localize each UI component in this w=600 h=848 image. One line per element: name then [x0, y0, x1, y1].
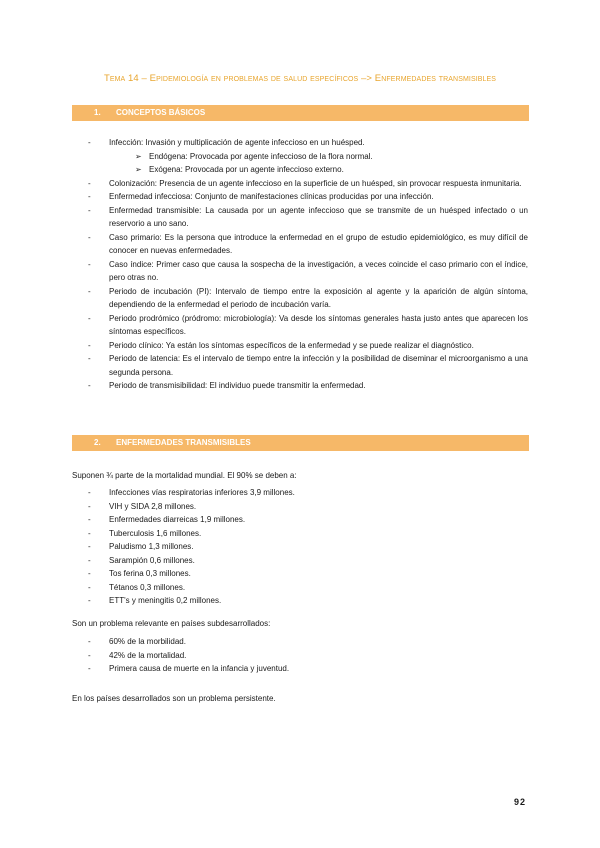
section-title: ENFERMEDADES TRANSMISIBLES [116, 438, 251, 447]
list-item: - Periodo de transmisibilidad: El individuo puede transmitir la enfermedad. [88, 381, 366, 390]
list-item: - Periodo clínico: Ya están los síntomas específicos de la enfermedad y se puede realizar el diagnóstico. [88, 340, 474, 350]
concept-infeccion: Infección: Invasión y multiplicación de agente infeccioso en un huésped. [109, 138, 365, 147]
section-title: CONCEPTOS BÁSICOS [116, 108, 206, 117]
list-item: - Periodo de latencia: Es el intervalo de tiempo entre la infección y la posibilidad de diseminar el microorganismo a una segunda persona. [88, 354, 528, 377]
list-item: - Colonización: Presencia de un agente infeccioso en la superficie de un huésped, sin provocar respuesta inmunitaria. [88, 178, 522, 188]
section-number: 1. [94, 108, 101, 117]
list-item: - 42% de la mortalidad. [88, 650, 187, 660]
arrow-bullet-icon: ➢ [135, 165, 142, 174]
list-item: ➢ Exógena: Provocada por un agente infeccioso externo. [135, 163, 528, 177]
causes-list [88, 486, 528, 608]
infection-types-list [109, 150, 528, 177]
list-item: ➢ Endógena: Provocada por agente infeccioso de la flora normal. [135, 150, 528, 164]
concepts-list [88, 136, 528, 393]
relevance-label: Son un problema relevante en países subdesarrollados: [72, 619, 271, 628]
list-item: - Enfermedad transmisible: La causada por un agente infeccioso que se transmite de un huésped infectado o un reservorio a uno sano. [88, 205, 528, 228]
list-item: - Tuberculosis 1,6 millones. [88, 528, 202, 538]
list-item: - Caso primario: Es la persona que introduce la enfermedad en el grupo de estudio epidemiológico, es muy difícil de conocer en nuevas enfermedades. [88, 232, 528, 255]
document-title: Tema 14 – Epidemiología en problemas de salud específicos –> Enfermedades transmisibles [103, 73, 497, 84]
list-item: - 60% de la morbilidad. [88, 637, 186, 646]
arrow-bullet-icon: ➢ [135, 151, 142, 161]
list-item: - Primera causa de muerte en la infancia y juventud. [88, 664, 290, 673]
list-item: - Periodo de incubación (PI): Intervalo de tiempo entre la exposición al agente y la aparición de algún síntoma, dependiendo de la enfermedad el periodo de incubación varía. [88, 286, 528, 309]
list-item: - Periodo prodrómico (pródromo: microbiología): Va desde los síntomas generales hasta justo antes que aparecen los síntomas específicos. [88, 313, 528, 336]
section-number: 2. [94, 438, 101, 447]
page-number: 92 [514, 797, 527, 807]
relevance-list [88, 635, 528, 676]
list-item: - Tétanos 0,3 millones. [88, 582, 186, 592]
list-item: - Infección: Invasión y multiplicación de agente infeccioso en un huésped. ➢ Endógena: Provocada por agente infeccioso de la flora normal. ➢ Exógena: Provocada por un agente infeccioso externo. [88, 136, 528, 177]
mortality-intro: Suponen ¾ parte de la mortalidad mundial. El 90% se deben a: [72, 471, 297, 480]
list-item: - Enfermedad infecciosa: Conjunto de manifestaciones clínicas producidas por una infección. [88, 192, 434, 201]
list-item: - Enfermedades diarreicas 1,9 millones. [88, 515, 246, 524]
list-item: - Caso índice: Primer caso que causa la sospecha de la investigación, a veces coincide el caso primario con el índice, pero otras no. [88, 259, 528, 282]
list-item: - Paludismo 1,3 millones. [88, 542, 194, 551]
list-item: - VIH y SIDA 2,8 millones. [88, 501, 197, 511]
list-item: - Tos ferina 0,3 millones. [88, 569, 191, 578]
list-item: - ETT's y meningitis 0,2 millones. [88, 596, 222, 605]
list-item: - Infecciones vías respiratorias inferiores 3,9 millones. [88, 488, 295, 497]
section-header-conceptos-basicos [72, 105, 529, 121]
persistent-problem-text: En los países desarrollados son un problema persistente. [72, 694, 276, 703]
list-item: - Sarampión 0,6 millones. [88, 555, 195, 565]
section-header-enfermedades-transmisibles [72, 435, 529, 451]
